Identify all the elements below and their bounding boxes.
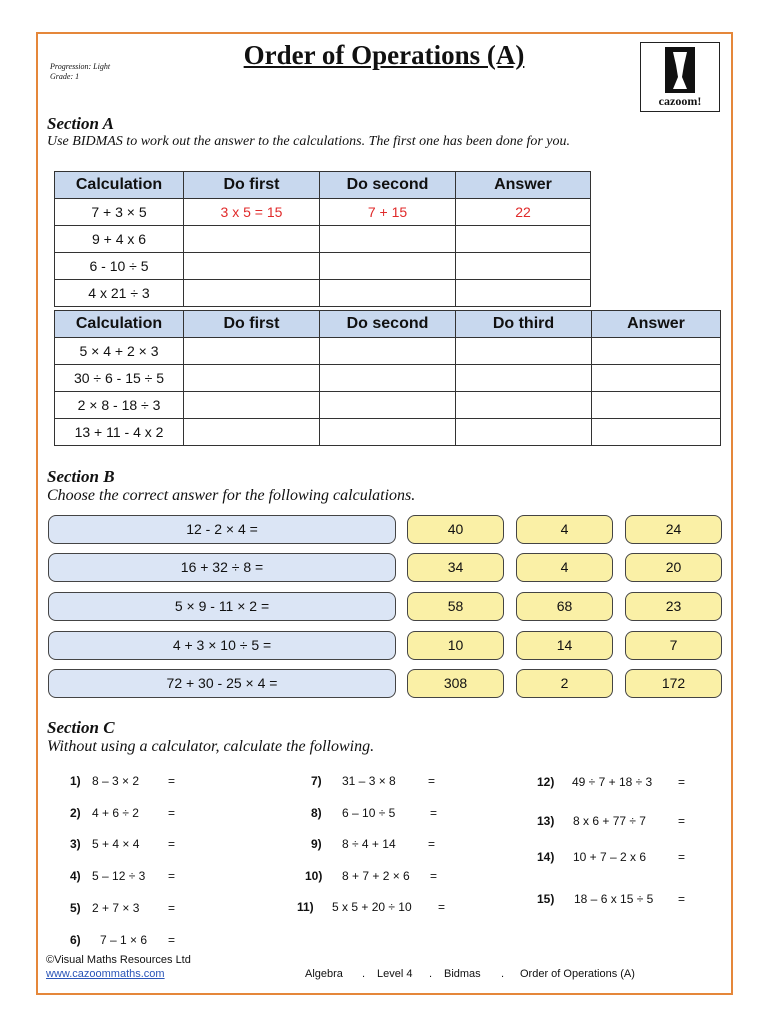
question-item [70,806,81,820]
equals-sign: = [678,775,686,789]
answer-cell[interactable] [320,253,456,280]
answer-option[interactable]: 14 [516,631,613,660]
question-number: 4) [70,869,81,883]
question-item [70,837,81,851]
drum-icon [641,43,719,95]
answer-option[interactable]: 23 [625,592,722,621]
question-item [305,869,322,883]
question-number: 3) [70,837,81,851]
calculation-cell: 30 ÷ 6 - 15 ÷ 5 [55,365,184,392]
answer-cell[interactable] [184,280,320,307]
calculation-cell: 5 × 4 + 2 × 3 [55,338,184,365]
answer-cell[interactable] [592,365,721,392]
breadcrumb-worksheet: Order of Operations (A) [520,968,635,980]
question-number: 10) [305,869,323,883]
question-expression: 8 + 7 + 2 × 6 [342,869,410,883]
equals-sign: = [168,806,176,820]
table-row [55,226,591,253]
question-expression: 8 – 3 × 2 [92,774,140,788]
table-row [55,280,591,307]
breadcrumb-separator: . [501,968,505,980]
answer-cell[interactable] [592,419,721,446]
answer-option[interactable]: 68 [516,592,613,621]
question-expression: 8 ÷ 4 + 14 [342,837,396,851]
question-number: 13) [537,814,555,828]
progression-info [50,62,110,82]
question-number: 7) [311,774,322,788]
answer-cell[interactable] [184,365,320,392]
breadcrumb-topic: Bidmas [444,968,481,980]
logo-text: cazoom! [658,94,702,108]
calculation-cell: 9 + 4 x 6 [55,226,184,253]
calculation-cell: 13 + 11 - 4 x 2 [55,419,184,446]
answer-option[interactable]: 40 [407,515,504,544]
answer-cell[interactable] [320,280,456,307]
answer-cell[interactable] [592,392,721,419]
answer-cell[interactable] [456,392,592,419]
question-expression: 4 + 6 ÷ 2 [92,806,139,820]
worked-example-cell: 7 + 15 [320,199,456,226]
section-a-heading: Section A [47,114,114,133]
answer-cell[interactable] [456,338,592,365]
question-item [297,900,314,914]
table-header-row [55,172,591,199]
answer-cell[interactable] [456,226,591,253]
equals-sign: = [438,900,446,914]
question-number: 6) [70,933,81,947]
equals-sign: = [678,850,686,864]
table-row [55,365,721,392]
website-link[interactable]: www.cazoommaths.com [46,968,165,980]
section-b-heading: Section B [47,467,115,486]
equals-sign: = [168,901,176,915]
answer-option[interactable]: 2 [516,669,613,698]
header-cell: Do first [184,311,320,338]
breadcrumb-level: Level 4 [377,968,413,980]
section-a-instruction: Use BIDMAS to work out the answer to the calculations. The first one has been done for you. [47,134,570,149]
breadcrumb-separator: . [429,968,433,980]
grade-label: Grade: 1 [50,72,80,81]
question-expression: 31 – 3 × 8 [342,774,396,788]
question-item [537,814,554,828]
answer-cell[interactable] [184,419,320,446]
question-expression: 8 x 6 + 77 ÷ 7 [573,814,646,828]
calculation-cell: 6 - 10 ÷ 5 [55,253,184,280]
equals-sign: = [168,774,176,788]
question-expression: 7 – 1 × 6 [100,933,148,947]
question-expression: 49 ÷ 7 + 18 ÷ 3 [572,775,653,789]
equals-sign: = [678,814,686,828]
answer-cell[interactable] [184,338,320,365]
question-item [311,837,322,851]
header-cell: Calculation [55,311,184,338]
question-number: 2) [70,806,81,820]
question-expression: 6 – 10 ÷ 5 [342,806,396,820]
answer-option[interactable]: 10 [407,631,504,660]
equals-sign: = [430,869,438,883]
question-number: 1) [70,774,81,788]
question-expression: 5 + 4 × 4 [92,837,140,851]
equals-sign: = [168,837,176,851]
header-cell: Do third [456,311,592,338]
breadcrumb-subject: Algebra [305,968,343,980]
section-a-table-1 [54,171,591,307]
question-number: 12) [537,775,555,789]
question-number: 5) [70,901,81,915]
answer-option[interactable]: 7 [625,631,722,660]
equals-sign: = [428,774,436,788]
answer-cell[interactable] [184,253,320,280]
header-cell: Answer [456,172,591,199]
equals-sign: = [168,869,176,883]
question-box: 72 + 30 - 25 × 4 = [48,669,396,698]
answer-cell[interactable] [456,365,592,392]
calculation-cell: 2 × 8 - 18 ÷ 3 [55,392,184,419]
question-expression: 10 + 7 – 2 x 6 [573,850,647,864]
worked-example-cell: 22 [456,199,591,226]
answer-option[interactable]: 4 [516,515,613,544]
question-item [537,775,554,789]
answer-option[interactable]: 20 [625,553,722,582]
question-item [537,850,554,864]
question-expression: 5 – 12 ÷ 3 [92,869,146,883]
website-link-wrap [46,968,165,980]
answer-cell[interactable] [320,226,456,253]
question-box: 4 + 3 × 10 ÷ 5 = [48,631,396,660]
calculation-cell: 4 x 21 ÷ 3 [55,280,184,307]
answer-option[interactable]: 308 [407,669,504,698]
equals-sign: = [428,837,436,851]
question-box: 5 × 9 - 11 × 2 = [48,592,396,621]
question-item [70,901,81,915]
section-a-table-2 [54,310,721,446]
answer-cell[interactable] [456,280,591,307]
header-cell: Do first [184,172,320,199]
answer-cell[interactable] [320,419,456,446]
section-c-instruction: Without using a calculator, calculate the following. [47,738,375,755]
progression-label: Progression: Light [50,62,111,71]
answer-option[interactable]: 34 [407,553,504,582]
question-expression: 2 + 7 × 3 [92,901,140,915]
table-row [55,253,591,280]
answer-option[interactable]: 24 [625,515,722,544]
copyright: ©Visual Maths Resources Ltd [46,954,191,966]
question-number: 15) [537,892,555,906]
answer-cell[interactable] [320,365,456,392]
table-row [55,419,721,446]
answer-option[interactable]: 4 [516,553,613,582]
question-number: 9) [311,837,322,851]
table-header-row [55,311,721,338]
question-item [311,806,322,820]
header-cell: Answer [592,311,721,338]
table-row [55,338,721,365]
question-box: 16 + 32 ÷ 8 = [48,553,396,582]
question-item [70,869,81,883]
question-item [537,892,554,906]
question-item [311,774,322,788]
worked-example-cell: 3 x 5 = 15 [184,199,320,226]
question-expression: 5 x 5 + 20 ÷ 10 [332,900,412,914]
answer-cell[interactable] [320,392,456,419]
answer-cell[interactable] [456,253,591,280]
cazoom-logo [640,42,720,112]
section-b-instruction: Choose the correct answer for the following calculations. [47,487,416,504]
question-number: 11) [297,900,314,914]
equals-sign: = [168,933,176,947]
header-cell: Calculation [55,172,184,199]
header-cell: Do second [320,311,456,338]
page-title: Order of Operations (A) [243,40,525,70]
table-row [55,199,591,226]
question-box: 12 - 2 × 4 = [48,515,396,544]
answer-cell[interactable] [456,419,592,446]
question-item [70,774,81,788]
answer-option[interactable]: 172 [625,669,722,698]
answer-option[interactable]: 58 [407,592,504,621]
question-number: 8) [311,806,322,820]
question-number: 14) [537,850,555,864]
answer-cell[interactable] [592,338,721,365]
answer-cell[interactable] [184,392,320,419]
section-c-heading: Section C [47,718,115,737]
header-cell: Do second [320,172,456,199]
table-row [55,392,721,419]
breadcrumb-separator: . [362,968,366,980]
calculation-cell: 7 + 3 × 5 [55,199,184,226]
question-expression: 18 – 6 x 15 ÷ 5 [574,892,654,906]
answer-cell[interactable] [320,338,456,365]
equals-sign: = [430,806,438,820]
equals-sign: = [678,892,686,906]
question-item [70,933,81,947]
answer-cell[interactable] [184,226,320,253]
